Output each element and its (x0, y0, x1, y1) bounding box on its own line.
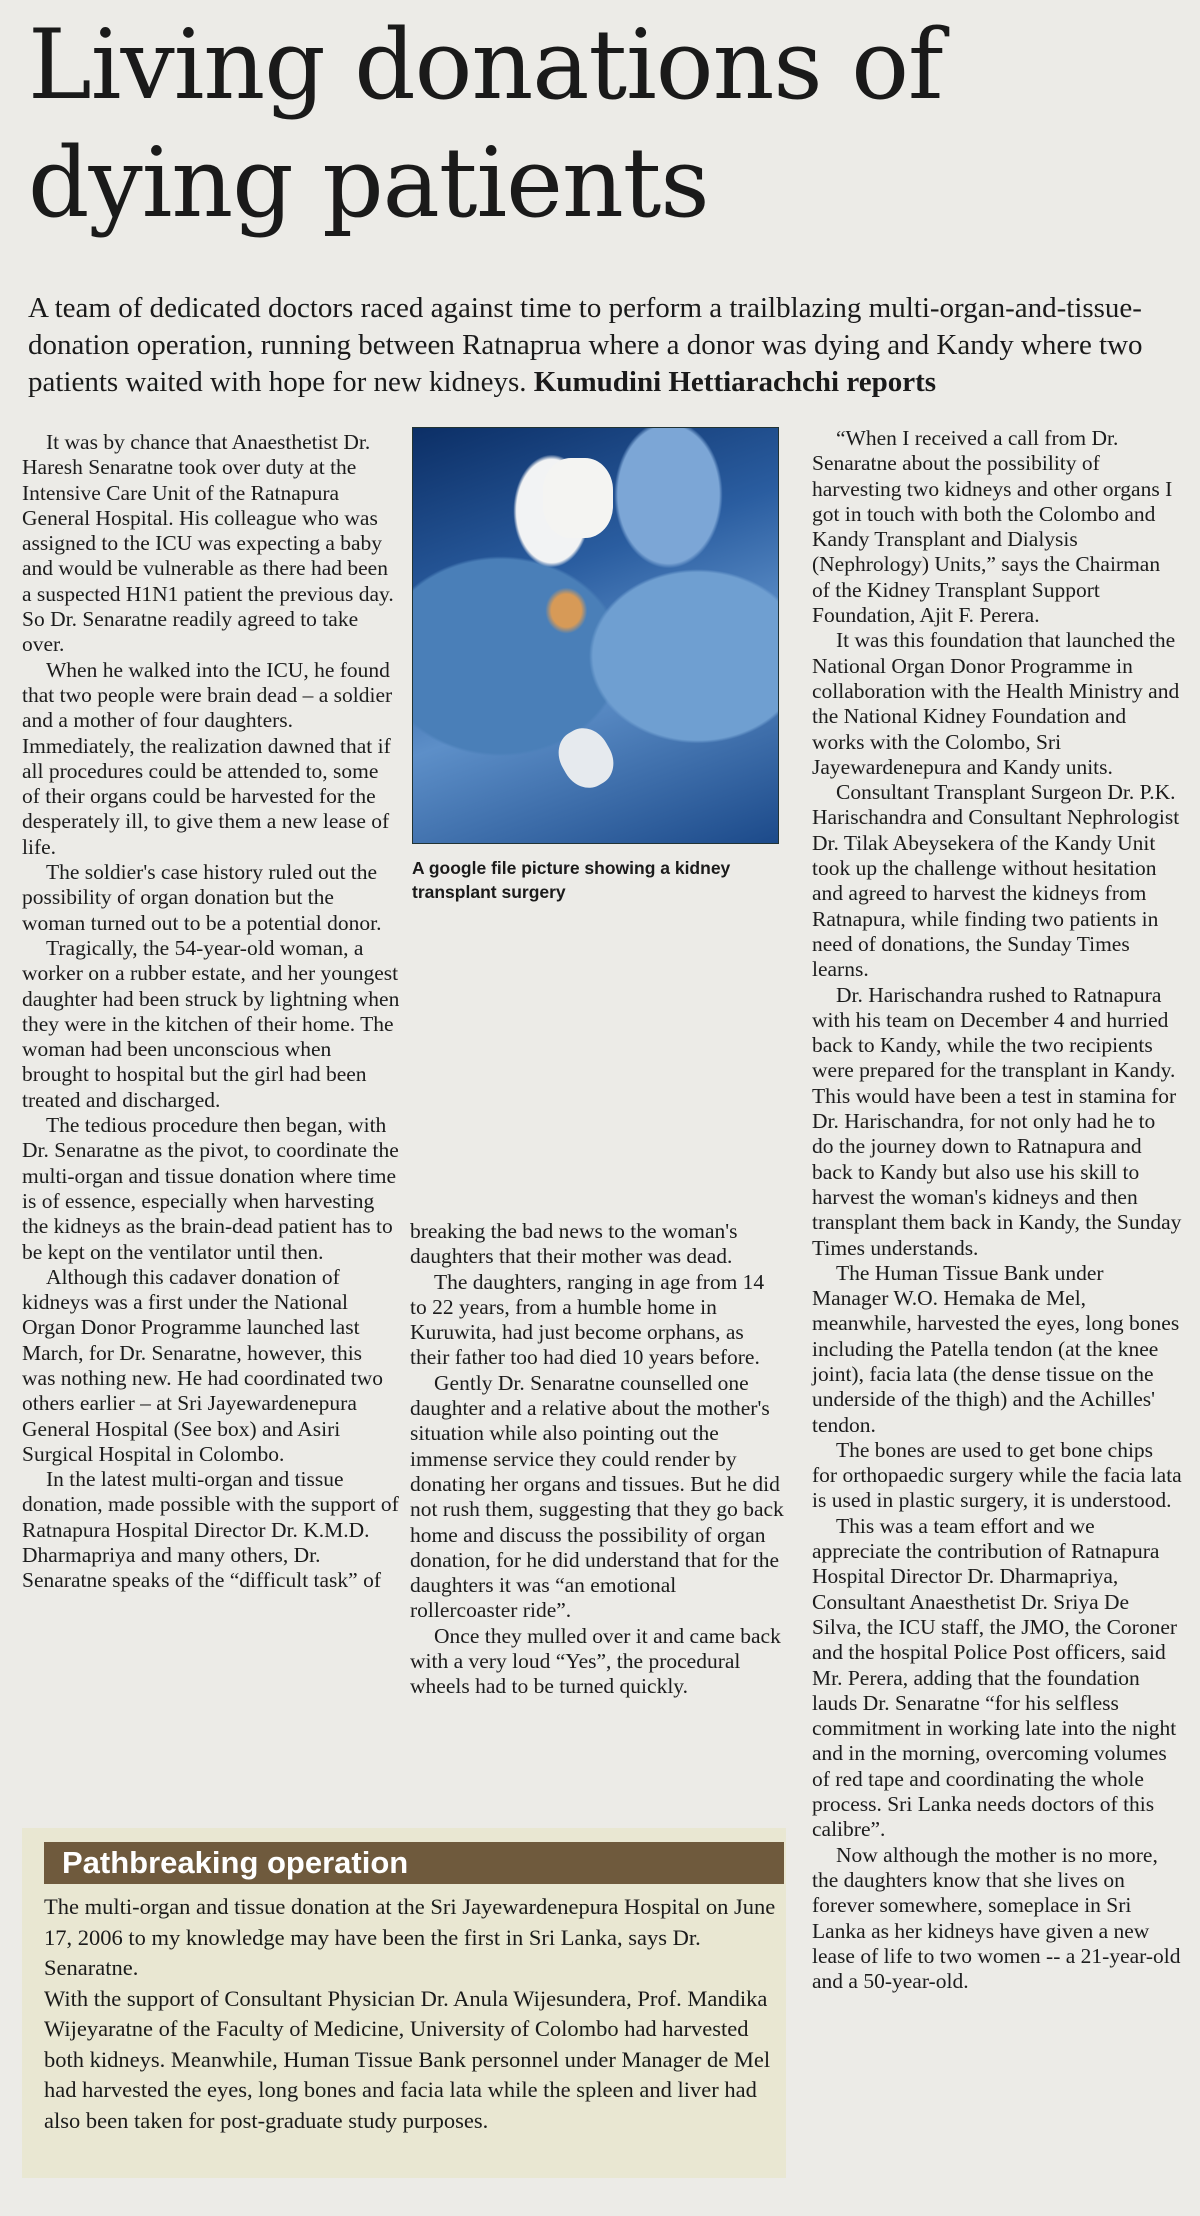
paragraph: The Human Tissue Bank under Manager W.O. Hemaka de Mel, meanwhile, harvested the eyes, long bones including the Patella tendon (at the knee joint), facia lata (the dense tissue on the underside of the thigh) and the Achilles' tendon. (812, 1260, 1180, 1437)
deck-text: A team of dedicated doctors raced against time to perform a trailblazing multi-organ-and-tissue-donation operation, running between Ratnaprua where a donor was dying and Kandy where two patients waited with hope for new kidneys. (28, 292, 1143, 398)
paragraph: Dr. Harischandra rushed to Ratnapura with his team on December 4 and hurried back to Kandy, while the two recipients were prepared for the transplant in Kandy. This would have been a test in stamina for Dr. Harischandra, for not only had he to do the journey down to Ratnapura and back to Kandy but also use his skill to harvest the woman's kidneys and then transplant them back in Kandy, the Sunday Times understands. (812, 982, 1182, 1260)
sidebar-box (22, 1828, 786, 2178)
paragraph: Now although the mother is no more, the daughters know that she lives on forever somewhere, someplace in Sri Lanka as her kidneys have given a new lease of life to two women -- a 21-year-old and a 50-year-old. (812, 1842, 1181, 1994)
box-paragraph: With the support of Consultant Physician Dr. Anula Wijesundera, Prof. Mandika Wijeyaratne of the Faculty of Medicine, University of Colombo had harvested both kidneys. Meanwhile, Human Tissue Bank personnel under Manager de Mel had harvested the eyes, long bones and facia lata while the spleen and liver had also been taken for post-graduate study purposes. (44, 1985, 771, 2133)
paragraph: The soldier's case history ruled out the possibility of organ donation but the woman turned out to be a potential donor. (22, 860, 382, 935)
byline: Kumudini Hettiarachchi reports (533, 366, 937, 398)
paragraph: It was this foundation that launched the National Organ Donor Programme in collaboration with the Health Ministry and the National Kidney Foundation and works with the Colombo, Sri Jayewardenepura and Kandy units. (812, 628, 1180, 779)
paragraph: Once they mulled over it and came back with a very loud “Yes”, the procedural wheels had to be turned quickly. (410, 1623, 781, 1699)
box-text (44, 1892, 784, 2136)
article-column-1 (22, 430, 400, 1594)
article-column-2 (410, 1219, 785, 1700)
surgery-photo (412, 427, 779, 844)
box-title: Pathbreaking operation (44, 1842, 784, 1884)
paragraph: Gently Dr. Senaratne counselled one daughter and a relative about the mother's situation while also pointing out the immense service they could render by donating her organs and tissues. But he did not rush them, suggesting that they go back home and discuss the possibility of organ donation, for he did understand that for the daughters it was “an emotional rollercoaster ride”. (410, 1370, 784, 1623)
headline-line-2: dying patients (28, 127, 709, 239)
paragraph: It was by chance that Anaesthetist Dr. Haresh Senaratne took over duty at the Intensive Care Unit of the Ratnapura General Hospital. His colleague who was assigned to the ICU was expecting a baby and would be vulnerable as there had been a suspected H1N1 patient the previous day. So Dr. Senaratne readily agreed to take over. (22, 430, 394, 657)
article-column-3 (812, 426, 1182, 1994)
paragraph: Although this cadaver donation of kidneys was a first under the National Organ Donor Programme launched last March, for Dr. Senaratne, however, this was nothing new. He had coordinated two others earlier – at Sri Jayewardenepura General Hospital (See box) and Asiri Surgical Hospital in Colombo. (22, 1264, 384, 1466)
paragraph: breaking the bad news to the woman's daughters that their mother was dead. (410, 1219, 738, 1269)
box-paragraph: The multi-organ and tissue donation at the Sri Jayewardenepura Hospital on June 17, 2006 to my knowledge may have been the first in Sri Lanka, says Dr. Senaratne. (44, 1894, 776, 1980)
paragraph: This was a team effort and we appreciate the contribution of Ratnapura Hospital Director Dr. Dharmapriya, Consultant Anaesthetist Dr. Sriya De Silva, the ICU staff, the JMO, the Coroner and the hospital Police Post officers, said Mr. Perera, adding that the foundation lauds Dr. Senaratne “for his selfless commitment in working late into the night and in the morning, overcoming volumes of red tape and coordinating the whole process. Sri Lanka needs doctors of this calibre”. (812, 1513, 1178, 1842)
surgeon-mask-shape (543, 458, 613, 538)
photo-caption: A google file picture showing a kidney transplant surgery (412, 858, 731, 902)
paragraph: The bones are used to get bone chips for orthopaedic surgery while the facia lata is used in plastic surgery, it is understood. (812, 1437, 1182, 1513)
paragraph: The daughters, ranging in age from 14 to 22 years, from a humble home in Kuruwita, had just become orphans, as their father too had died 10 years before. (410, 1269, 765, 1370)
paragraph: The tedious procedure then began, with Dr. Senaratne as the pivot, to coordinate the multi-organ and tissue donation where time is of essence, especially when harvesting the kidneys as the brain-dead patient has to be kept on the ventilator until then. (22, 1113, 399, 1264)
paragraph: Tragically, the 54-year-old woman, a worker on a rubber estate, and her youngest daughter had been struck by lightning when they were in the kitchen of their home. The woman had been unconscious when brought to hospital but the girl had been treated and discharged. (22, 935, 400, 1112)
paragraph: When he walked into the ICU, he found that two people were brain dead – a soldier and a mother of four daughters. Immediately, the realization dawned that if all procedures could be attended to, some of their organs could be harvested for the desperately ill, to give them a new lease of life. (22, 657, 393, 859)
deck (28, 290, 1178, 401)
paragraph: In the latest multi-organ and tissue donation, made possible with the support of Ratnapura Hospital Director Dr. K.M.D. Dharmapriya and many others, Dr. Senaratne speaks of the “difficult task” of (22, 1467, 399, 1593)
glove-shape (549, 720, 622, 797)
paragraph: Consultant Transplant Surgeon Dr. P.K. Harischandra and Consultant Nephrologist Dr. Tilak Abeysekera of the Kandy Unit took up the challenge without hesitation and agreed to harvest the kidneys from Ratnapura, while finding two patients in need of donations, the Sunday Times learns. (812, 780, 1180, 982)
headline-line-1: Living donations of (28, 9, 943, 121)
paragraph: “When I received a call from Dr. Senaratne about the possibility of harvesting two kidneys and other organs I got in touch with both the Colombo and Kandy Transplant and Dialysis (Nephrology) Units,” says the Chairman of the Kidney Transplant Support Foundation, Ajit F. Perera. (812, 426, 1173, 628)
headline (28, 6, 1188, 242)
